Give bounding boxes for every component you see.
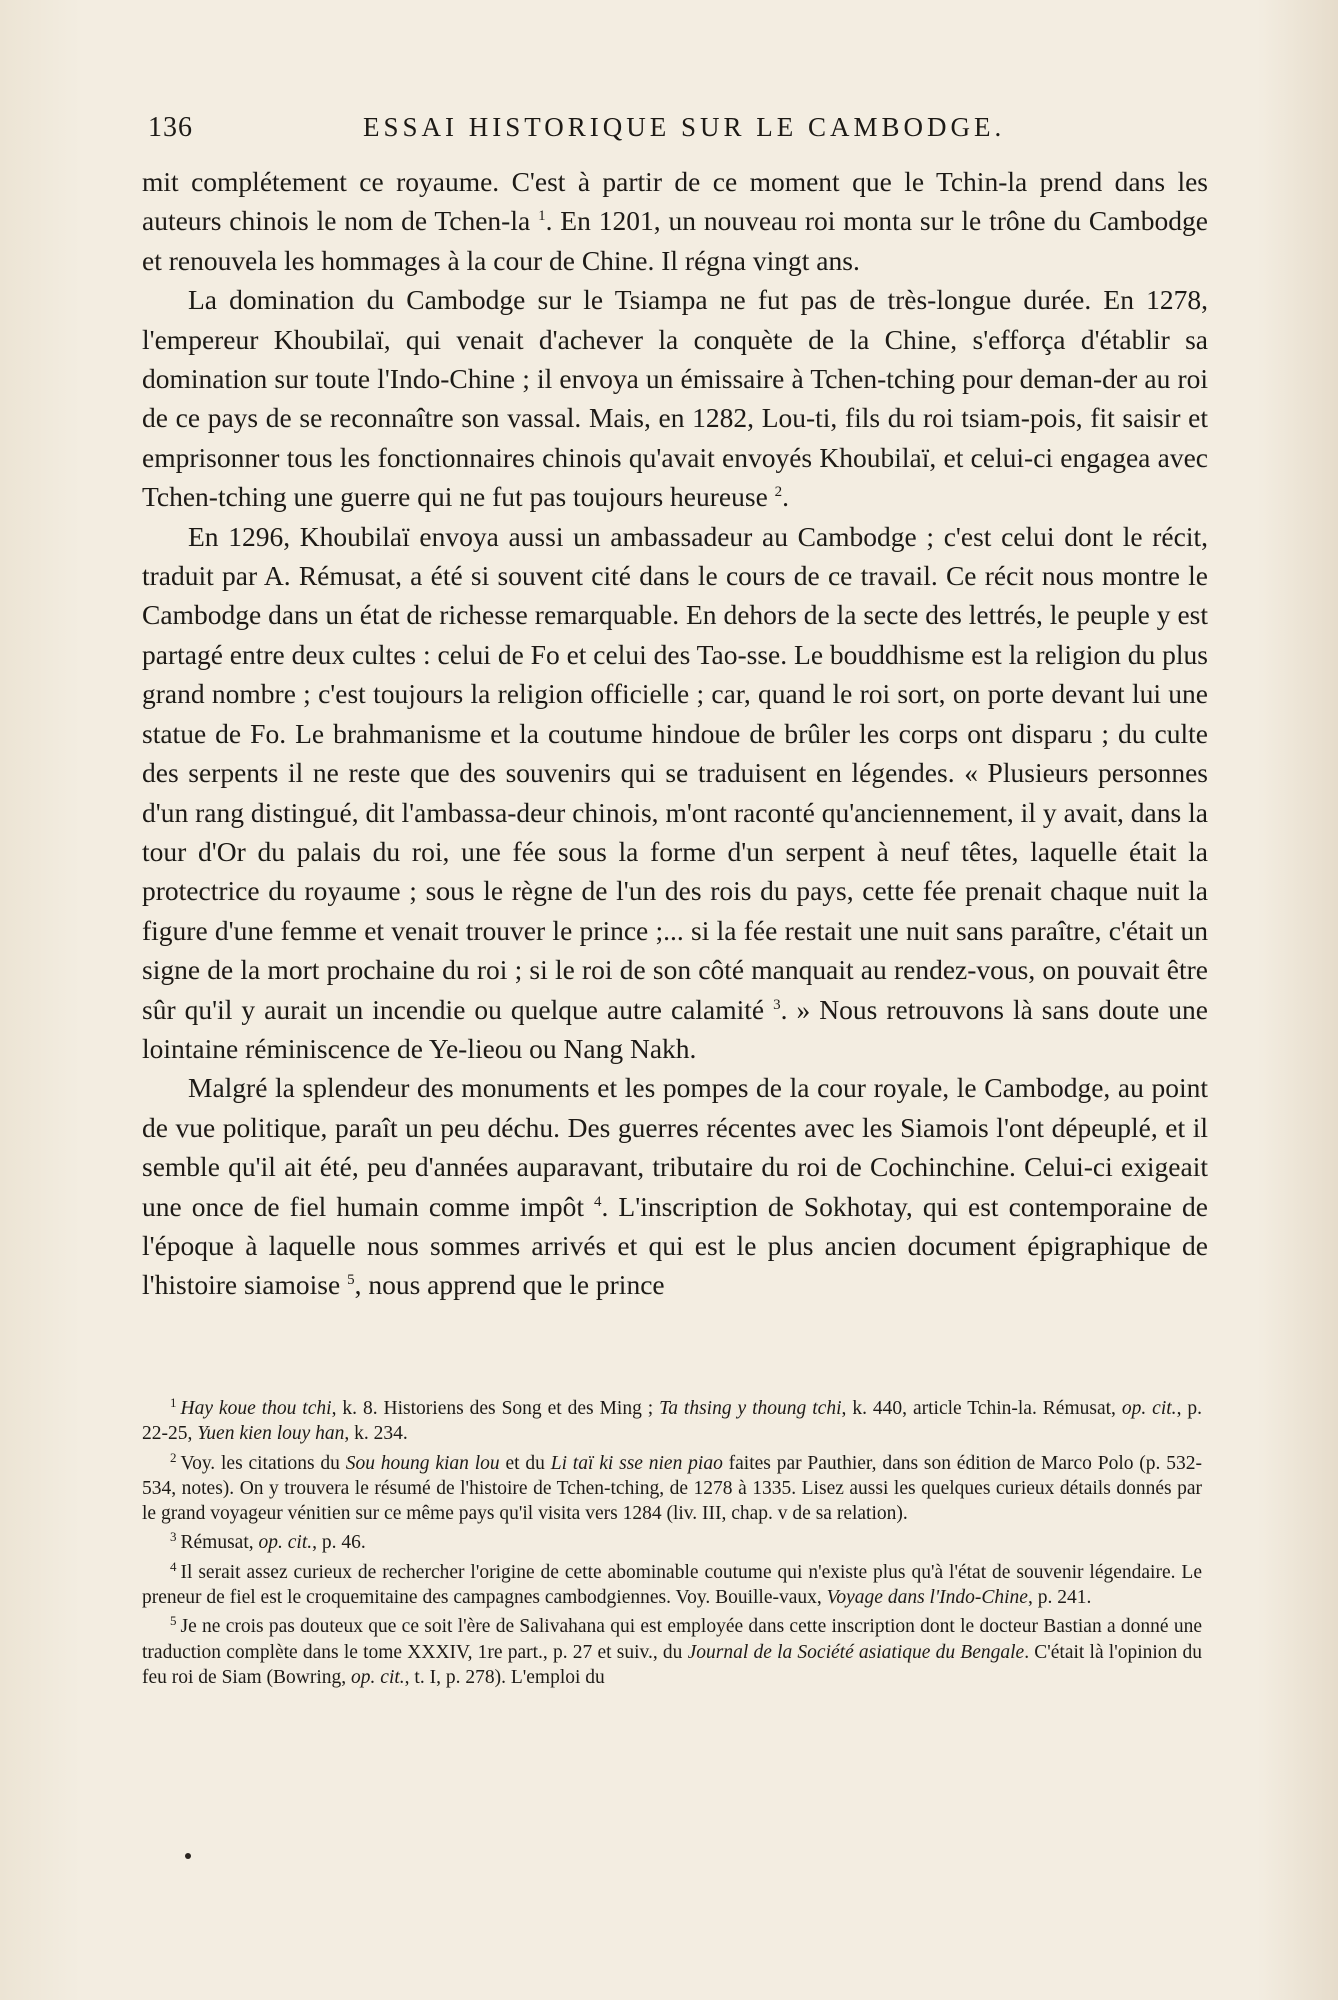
- footnote-1: $^1$ Hay koue thou tchi, k. 8. Historiens des Song et des Ming ; Ta thsing y thoung tchi, k. 440, article Tchin-la. Rémusat, op. cit., p. 22-25, Yuen kien louy han, k. 234.: [142, 1395, 1203, 1445]
- paragraph-4: Malgré la splendeur des monuments et les pompes de la cour royale, le Cambodge, au point de vue politique, paraît un peu déchu. Des guerres récentes avec les Siamois l'ont dépeuplé, et il semble qu'il ait été, peu d'années auparavant, tributaire du roi de Cochinchine. Celui-ci exigeait une once de fiel humain comme impôt $^4$. L'inscription de Sokhotay, qui est contemporaine de l'époque à laquelle nous sommes arrivés et qui est le plus ancien document épigraphique de l'histoire siamoise $^5$, nous apprend que le prince: [142, 1072, 1208, 1301]
- footnote-ref-3: 3: [773, 996, 781, 1013]
- main-text: [142, 162, 1208, 1305]
- footnote-ref-5: 5: [347, 1272, 355, 1289]
- page-number: 136: [148, 112, 193, 143]
- paragraph-2: La domination du Cambodge sur le Tsiampa ne fut pas de très-longue durée. En 1278, l'empereur Khoubilaï, qui venait d'achever la conquète de la Chine, s'efforça d'établir sa domination sur toute l'Indo-Chine ; il envoya un émissaire à Tchen-tching pour deman-der au roi de ce pays de se reconnaître son vassal. Mais, en 1282, Lou-ti, fils du roi tsiam-pois, fit saisir et emprisonner tous les fonctionnaires chinois qu'avait envoyés Khoubilaï, et celui-ci engagea avec Tchen-tching une guerre qui ne fut pas toujours heureuse $^2$.: [142, 284, 1208, 513]
- footnote-5: $^5$ Je ne crois pas douteux que ce soit l'ère de Salivahana qui est employée dans cette inscription dont le docteur Bastian a donné une traduction complète dans le tome XXXIV, 1re part., p. 27 et suiv., du Journal de la Société asiatique du Bengale. C'était là l'opinion du feu roi de Siam (Bowring, op. cit., t. I, p. 278). L'emploi du: [142, 1613, 1202, 1688]
- page-header: [148, 112, 1202, 148]
- footnote-ref-2: 2: [774, 484, 783, 501]
- footnote-2: $^2$ Voy. les citations du Sou houng kian lou et du Li taï ki sse nien piao faites par Pauthier, dans son édition de Marco Polo (p. 532-534, notes). On y trouvera le résumé de l'histoire de Tchen-tching, de 1278 à 1335. Lisez aussi les quelques curieux détails donnés par le grand voyageur vénitien sur ce même pays qu'il visita vers 1284 (liv. III, chap. v de sa relation).: [142, 1449, 1202, 1525]
- footnote-ref-1: 1: [538, 208, 546, 225]
- footnote-3: $^3$ Rémusat, op. cit., p. 46.: [170, 1529, 366, 1554]
- footnote-4: $^4$ Il serait assez curieux de rechercher l'origine de cette abominable coutume qui n'existe plus qu'à l'état de souvenir légendaire. Le preneur de fiel est le croquemitaine des campagnes cambodgiennes. Voy. Bouille-vaux, Voyage dans l'Indo-Chine, p. 241.: [142, 1558, 1202, 1609]
- paragraph-3: En 1296, Khoubilaï envoya aussi un ambassadeur au Cambodge ; c'est celui dont le récit, traduit par A. Rémusat, a été si souvent cité dans le cours de ce travail. Ce récit nous montre le Cambodge dans un état de richesse remarquable. En dehors de la secte des lettrés, le peuple y est partagé entre deux cultes : celui de Fo et celui des Tao-sse. Le bouddhisme est la religion du plus grand nombre ; c'est toujours la religion officielle ; car, quand le roi sort, on porte devant lui une statue de Fo. Le brahmanisme et la coutume hindoue de brûler les corps ont disparu ; du culte des serpents il ne reste que des souvenirs qui se traduisent en légendes. « Plusieurs personnes d'un rang distingué, dit l'ambassa-deur chinois, m'ont raconté qu'anciennement, il y avait, dans la tour d'Or du palais du roi, une fée sous la forme d'un serpent à neuf têtes, laquelle était la protectrice du royaume ; sous le règne de l'un des rois du pays, cette fée prenait chaque nuit la figure d'une femme et venait trouver le prince ;... si la fée restait une nuit sans paraître, c'était un signe de la mort prochaine du roi ; si le roi de son côté manquait au rendez-vous, on pouvait être sûr qu'il y aurait un incendie ou quelque autre calamité $^3$. » Nous retrouvons là sans doute une lointaine réminiscence de Ye-lieou ou Nang Nakh.: [142, 520, 1208, 1064]
- footnote-ref-4: 4: [594, 1193, 602, 1210]
- footnotes: [142, 1396, 1202, 1694]
- running-title: ESSAI HISTORIQUE SUR LE CAMBODGE.: [363, 112, 1006, 142]
- ink-dot-mark: [185, 1853, 191, 1859]
- paragraph-1: mit complétement ce royaume. C'est à partir de ce moment que le Tchin-la prend dans les auteurs chinois le nom de Tchen-la $^1$. En 1201, un nouveau roi monta sur le trône du Cambodge et renouvela les hommages à la cour de Chine. Il régna vingt ans.: [142, 166, 1208, 276]
